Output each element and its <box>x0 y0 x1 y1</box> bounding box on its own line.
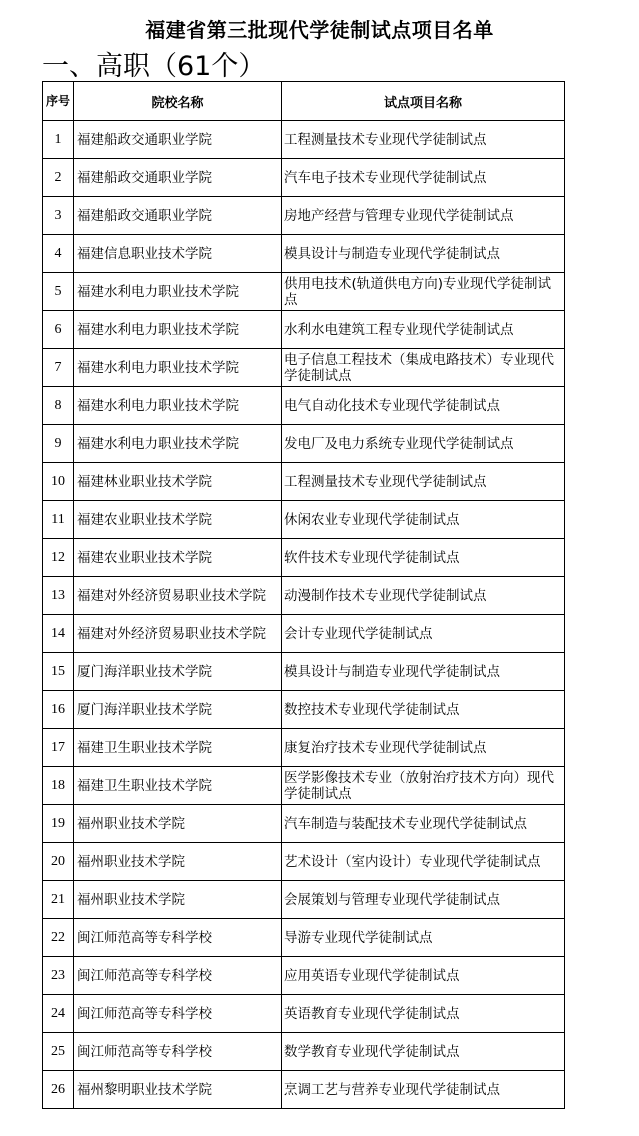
row-school-name: 福建对外经济贸易职业技术学院 <box>74 615 282 653</box>
row-school-name: 福建农业职业技术学院 <box>74 501 282 539</box>
row-project-name: 水利水电建筑工程专业现代学徒制试点 <box>282 311 565 349</box>
row-project-name: 医学影像技术专业（放射治疗技术方向）现代学徒制试点 <box>282 767 565 805</box>
row-project-name: 会展策划与管理专业现代学徒制试点 <box>282 881 565 919</box>
row-school-name: 福建船政交通职业学院 <box>74 197 282 235</box>
row-school-name: 福建卫生职业技术学院 <box>74 729 282 767</box>
table-row <box>43 121 565 159</box>
row-school-name: 闽江师范高等专科学校 <box>74 1033 282 1071</box>
row-project-name: 汽车制造与装配技术专业现代学徒制试点 <box>282 805 565 843</box>
table-row <box>43 197 565 235</box>
row-project-name: 房地产经营与管理专业现代学徒制试点 <box>282 197 565 235</box>
section-heading: 一、高职（61个） <box>42 51 266 82</box>
row-school-name: 福州职业技术学院 <box>74 805 282 843</box>
row-school-name: 福建水利电力职业技术学院 <box>74 273 282 311</box>
table-row <box>43 349 565 387</box>
table-row <box>43 311 565 349</box>
table-row <box>43 615 565 653</box>
row-number: 20 <box>43 843 74 881</box>
row-number: 25 <box>43 1033 74 1071</box>
table-row <box>43 881 565 919</box>
row-school-name: 闽江师范高等专科学校 <box>74 919 282 957</box>
row-school-name: 福州职业技术学院 <box>74 881 282 919</box>
row-school-name: 闽江师范高等专科学校 <box>74 957 282 995</box>
row-project-name: 软件技术专业现代学徒制试点 <box>282 539 565 577</box>
row-school-name: 福建卫生职业技术学院 <box>74 767 282 805</box>
table-row <box>43 159 565 197</box>
table-row <box>43 805 565 843</box>
table-row <box>43 919 565 957</box>
row-project-name: 工程测量技术专业现代学徒制试点 <box>282 121 565 159</box>
row-project-name: 数控技术专业现代学徒制试点 <box>282 691 565 729</box>
row-number: 11 <box>43 501 74 539</box>
row-project-name: 发电厂及电力系统专业现代学徒制试点 <box>282 425 565 463</box>
pilot-projects-table <box>42 81 565 1109</box>
row-school-name: 福建水利电力职业技术学院 <box>74 425 282 463</box>
row-number: 10 <box>43 463 74 501</box>
table-row <box>43 387 565 425</box>
row-project-name: 艺术设计（室内设计）专业现代学徒制试点 <box>282 843 565 881</box>
row-school-name: 福建船政交通职业学院 <box>74 121 282 159</box>
row-project-name: 动漫制作技术专业现代学徒制试点 <box>282 577 565 615</box>
row-number: 1 <box>43 121 74 159</box>
row-project-name: 烹调工艺与营养专业现代学徒制试点 <box>282 1071 565 1109</box>
row-number: 21 <box>43 881 74 919</box>
row-number: 5 <box>43 273 74 311</box>
row-school-name: 福建农业职业技术学院 <box>74 539 282 577</box>
row-project-name: 应用英语专业现代学徒制试点 <box>282 957 565 995</box>
row-number: 13 <box>43 577 74 615</box>
row-project-name: 数学教育专业现代学徒制试点 <box>282 1033 565 1071</box>
header-project: 试点项目名称 <box>282 82 565 121</box>
table-row <box>43 463 565 501</box>
row-number: 14 <box>43 615 74 653</box>
table-row <box>43 995 565 1033</box>
row-number: 3 <box>43 197 74 235</box>
row-number: 7 <box>43 349 74 387</box>
row-school-name: 福建水利电力职业技术学院 <box>74 349 282 387</box>
row-number: 22 <box>43 919 74 957</box>
row-number: 12 <box>43 539 74 577</box>
row-number: 2 <box>43 159 74 197</box>
table-row <box>43 577 565 615</box>
row-school-name: 福建船政交通职业学院 <box>74 159 282 197</box>
row-project-name: 供用电技术(轨道供电方向)专业现代学徒制试点 <box>282 273 565 311</box>
row-school-name: 福建水利电力职业技术学院 <box>74 311 282 349</box>
row-school-name: 福建信息职业技术学院 <box>74 235 282 273</box>
table-row <box>43 957 565 995</box>
row-project-name: 汽车电子技术专业现代学徒制试点 <box>282 159 565 197</box>
row-number: 18 <box>43 767 74 805</box>
row-number: 16 <box>43 691 74 729</box>
row-project-name: 模具设计与制造专业现代学徒制试点 <box>282 235 565 273</box>
row-school-name: 闽江师范高等专科学校 <box>74 995 282 1033</box>
row-project-name: 英语教育专业现代学徒制试点 <box>282 995 565 1033</box>
row-number: 4 <box>43 235 74 273</box>
document-title: 福建省第三批现代学徒制试点项目名单 <box>145 18 494 42</box>
row-project-name: 工程测量技术专业现代学徒制试点 <box>282 463 565 501</box>
row-number: 8 <box>43 387 74 425</box>
row-school-name: 福建对外经济贸易职业技术学院 <box>74 577 282 615</box>
table-row <box>43 1071 565 1109</box>
table-header-row <box>43 82 565 121</box>
table-row <box>43 767 565 805</box>
table-row <box>43 425 565 463</box>
row-number: 6 <box>43 311 74 349</box>
header-school: 院校名称 <box>74 82 282 121</box>
row-project-name: 会计专业现代学徒制试点 <box>282 615 565 653</box>
table-row <box>43 653 565 691</box>
row-project-name: 电子信息工程技术（集成电路技术）专业现代学徒制试点 <box>282 349 565 387</box>
row-number: 9 <box>43 425 74 463</box>
row-school-name: 福建林业职业技术学院 <box>74 463 282 501</box>
row-project-name: 导游专业现代学徒制试点 <box>282 919 565 957</box>
table-row <box>43 501 565 539</box>
row-number: 17 <box>43 729 74 767</box>
row-school-name: 福州黎明职业技术学院 <box>74 1071 282 1109</box>
header-seq: 序号 <box>43 82 74 121</box>
table-row <box>43 235 565 273</box>
row-school-name: 厦门海洋职业技术学院 <box>74 691 282 729</box>
table-row <box>43 1033 565 1071</box>
row-number: 23 <box>43 957 74 995</box>
row-number: 24 <box>43 995 74 1033</box>
row-project-name: 休闲农业专业现代学徒制试点 <box>282 501 565 539</box>
table-row <box>43 273 565 311</box>
row-school-name: 福建水利电力职业技术学院 <box>74 387 282 425</box>
row-school-name: 福州职业技术学院 <box>74 843 282 881</box>
table-row <box>43 539 565 577</box>
table-row <box>43 729 565 767</box>
row-school-name: 厦门海洋职业技术学院 <box>74 653 282 691</box>
row-number: 15 <box>43 653 74 691</box>
table-row <box>43 691 565 729</box>
row-project-name: 康复治疗技术专业现代学徒制试点 <box>282 729 565 767</box>
row-number: 19 <box>43 805 74 843</box>
table-body <box>43 121 565 1109</box>
row-project-name: 模具设计与制造专业现代学徒制试点 <box>282 653 565 691</box>
table-row <box>43 843 565 881</box>
row-number: 26 <box>43 1071 74 1109</box>
row-project-name: 电气自动化技术专业现代学徒制试点 <box>282 387 565 425</box>
